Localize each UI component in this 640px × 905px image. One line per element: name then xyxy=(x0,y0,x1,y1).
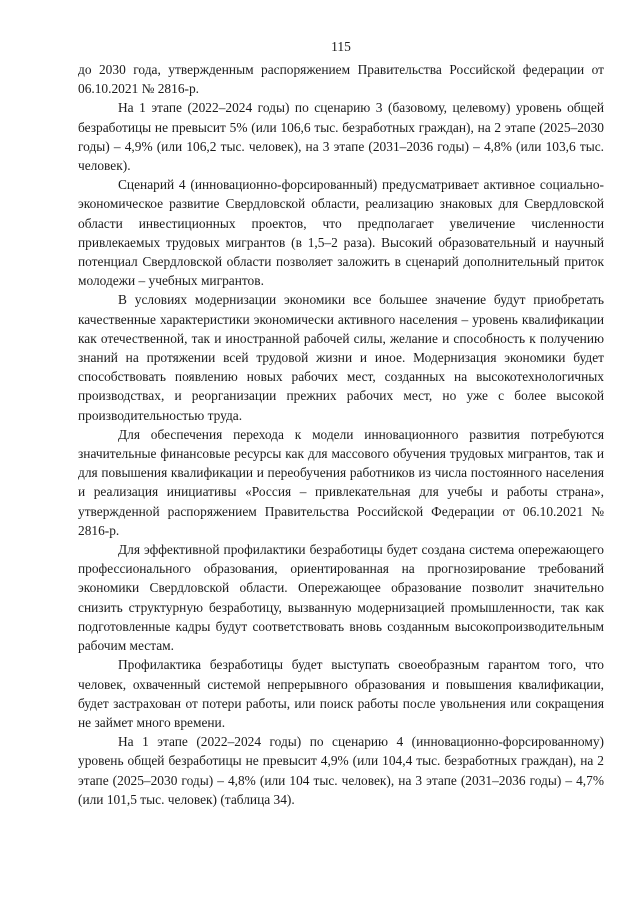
body-text xyxy=(78,60,604,809)
paragraph-scenario-4-stages: На 1 этапе (2022–2024 годы) по сценарию 4 (инновационно-форсированному) уровень общей безработицы не превысит 4,9% (или 104,4 тыс. безработных граждан), на 2 этапе (2025–2030 годы) – 4,8% (или 104 тыс. человек), на 3 этапе (2031–2036 годы) – 4,7% (или 101,5 тыс. человек) (таблица 34). xyxy=(78,734,604,807)
paragraph-scenario-4-description: Сценарий 4 (инновационно-форсированный) предусматривает активное социально-экономическое развитие Свердловской области, реализацию знаковых для Свердловской области инвестиционных проектов, что предполагает увеличение численности привлекаемых трудовых мигрантов (в 1,5–2 раза). Высокий образовательный и научный потенциал Свердловской области позволяет заложить в сценарий дополнительный приток молодежи – учебных мигрантов. xyxy=(78,177,604,289)
paragraph-unemployment-prevention: Профилактика безработицы будет выступать своеобразным гарантом того, что человек, охваченный системой непрерывного образования и повышения квалификации, будет застрахован от потери работы, или поиск работы после увольнения или сокращения не займет много времени. xyxy=(78,657,604,730)
paragraph-scenario-3-stages: На 1 этапе (2022–2024 годы) по сценарию 3 (базовому, целевому) уровень общей безработицы не превысит 5% (или 106,6 тыс. безработных граждан), на 2 этапе (2025–2030 годы) – 4,9% (или 106,2 тыс. человек), на 3 этапе (2031–2036 годы) – 4,8% (или 103,6 тыс. человек). xyxy=(78,100,604,174)
paragraph-continuation: до 2030 года, утвержденным распоряжением Правительства Российской федерации от 06.10.2021 № 2816-р. xyxy=(78,62,604,97)
page-number: 115 xyxy=(331,39,351,54)
paragraph-modernization: В условиях модернизации экономики все большее значение будут приобретать качественные характеристики экономически активного населения – уровень квалификации как отечественной, так и иностранной рабочей силы, желание и способность к получению знаний на протяжении всей трудовой жизни и иное. Модернизация экономики будет способствовать появлению новых рабочих мест, созданных на высокотехнологичных производствах, и реорганизации прежних рабочих мест, но уже с более высокой производительностью труда. xyxy=(78,292,604,423)
paragraph-advanced-education: Для эффективной профилактики безработицы будет создана система опережающего профессионального образования, ориентированная на прогнозирование требований экономики Свердловской области. Опережающее образование позволит значительно снизить структурную безработицу, вызванную модернизацией промышленности, так как подготовленные кадры будут соответствовать вновь созданным высокопроизводительным рабочим местам. xyxy=(78,542,604,654)
paragraph-innovation-transition: Для обеспечения перехода к модели инновационного развития потребуются значительные финансовые ресурсы как для массового обучения трудовых мигрантов, так и для повышения квалификации и переобучения работников из числа постоянного населения и реализация инициативы «Россия – привлекательная для учебы и работы страна», утвержденной распоряжением Правительства Российской Федерации от 06.10.2021 № 2816-р. xyxy=(78,426,604,538)
